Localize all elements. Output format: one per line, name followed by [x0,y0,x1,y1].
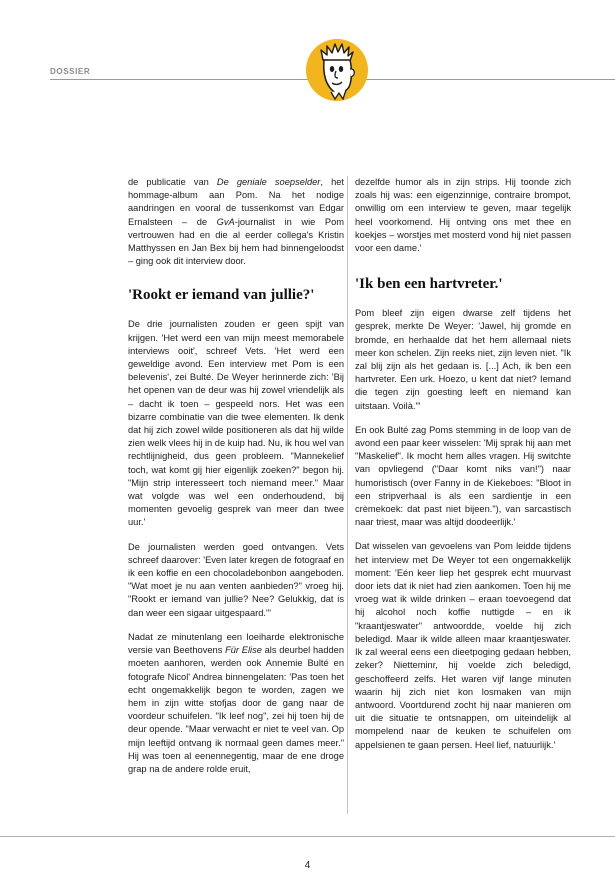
paragraph: dezelfde humor als in zijn strips. Hij toonde zich zoals hij was: een eigenzinnige, contraire brompot, onwillig om een interview te geven, maar tegelijk heel voorkomend. Hij ontving ons met thee en koekjes – worstjes met mosterd vond hij niet passen voor een dame.' [355,177,571,254]
paragraph: Nadat ze minutenlang een loeiharde elektronische versie van Beethovens Für Elise als deurbel hadden moeten aanhoren, werden ook Annemie Bulté en fotografe Nicol' Andrea binnengelaten: 'Pas toen het echt ongemakkelijk begon te worden, zagen we hem in zijn witte stofjas door de gang naar de voordeur schuifelen. "Ik leef nog", zei hij toen hij de deur opende. "Maar verwacht er niet te veel van. Op mijn leeftijd ontvang ik normaal geen dames meer." Hij was toen al eenennegentig, maar de ene droge grap na de andere rolde eruit, [128,631,344,774]
left-column [128,176,344,787]
paragraph: de publicatie van De geniale soepselder, het hommage-album aan Pom. Na het nodige aandringen en vooral de tussenkomst van Edgar Ernalsteen – de GvA-journalist in wie Pom vertrouwen had en die al eerder collega's Kristin Matthyssen en Jan Bex bij hem had binnengeloodst – ging ook dit interview door. [128,177,344,267]
paragraph: Pom bleef zijn eigen dwarse zelf tijdens het gesprek, merkte De Weyer: 'Jawel, hij gromde en bromde, en herhaalde dat het hem allemaal niets meer kon schelen. Zijn reeks niet, zijn leven niet. "Ik zal blij zijn als het gedaan is. [...] Ach, ik ben een hartvreter. Een urk. Hoezo, u kent dat niet? Iemand die tegen zijn goesting leeft en niemand kan uitstaan. Voilà."' [355,308,571,411]
section-heading: 'Ik ben een hartvreter.' [355,276,503,293]
right-column [355,176,571,763]
page-number: 4 [304,860,311,871]
section-label: DOSSIER [50,67,91,76]
column-divider [347,176,348,814]
section-heading: 'Rookt er iemand van jullie?' [128,287,315,304]
paragraph: De journalisten werden goed ontvangen. Vets schreef daarover: 'Even later kregen de fotograaf en ik een koffie en een chocoladebonbon aangeboden. "Wat moet je nu aan venten aanbieden?" vroeg hij. "Rookt er iemand van jullie? Nee? Gelukkig, dat is dan weer een sigaar uitgespaard."' [128,541,344,618]
paragraph: Dat wisselen van gevoelens van Pom leidde tijdens het interview met De Weyer tot een ongemakkelijk moment: 'Eén keer liep het gesprek echt muurvast door iets dat ik niet had zien aankomen. Toen hij me vroeg wat ik wilde drinken – eraan toevoegend dat hij alcohol noch koffie nuttigde – en ik "kraantjeswater" antwoordde, voelde hij zich beledigd. Maar ik wilde alleen maar kraantjeswater. Ik zal weeral eens een dieetpoging gedaan hebben, zeker? Nietteminr, hij voelde zich beledigd, geschoffeerd zelfs. Het waren vijf lange minuten waarin hij zich niet kon losmaken van mijn antwoord. Voortdurend zocht hij naar manieren om uit die situatie te ontsnappen, om uiteindelijk al mompelend naar de keuken te schuifelen om appelsienen te gaan persen. Heel lief, natuurlijk.' [355,541,571,750]
cartoon-face-icon [305,38,369,102]
paragraph: En ook Bulté zag Poms stemming in de loop van de avond een paar keer wisselen: 'Mij sprak hij aan met "Maskelief". Ik mocht hem alles vragen. Hij switchte van opvliegend ("Daar komt niks van!") naar humoristisch (over Fanny in de Kiekeboes: "Bloot in een stripverhaal is als een sardientje in een crèmekoek: dat past niet bijeen."), van sarcastisch naar triest, maar was altijd doodeerlijk.' [355,424,571,528]
footer-rule [0,836,615,837]
paragraph: De drie journalisten zouden er geen spijt van krijgen. 'Het werd een van mijn meest memorabele interviews ooit', schreef Vets. 'Het werd een geweldige avond. Een interview met Pom is een belevenis', zei Bulté. De Weyer herinnerde zich: 'Bij het openen van de deur was hij zowel vriendelijk als – dacht ik toen – gespeeld nors. Het was een bizarre combinatie van die twee elementen. Ik denk dat hij zich zowel wilde positioneren als dat hij wilde zien welk vlees hij in de kuip had. Nu, ik hou wel van rechtlijnigheid, dus geen probleem. "Mannekelief toch, wat komt gij hier eigenlijk zoeken?" begon hij. "Mijn strip interesseert toch niemand meer." Maar wat volgde was wel een onderhoudend, bij momenten gevoelig gesprek van meer dan twee uur.' [128,319,345,528]
